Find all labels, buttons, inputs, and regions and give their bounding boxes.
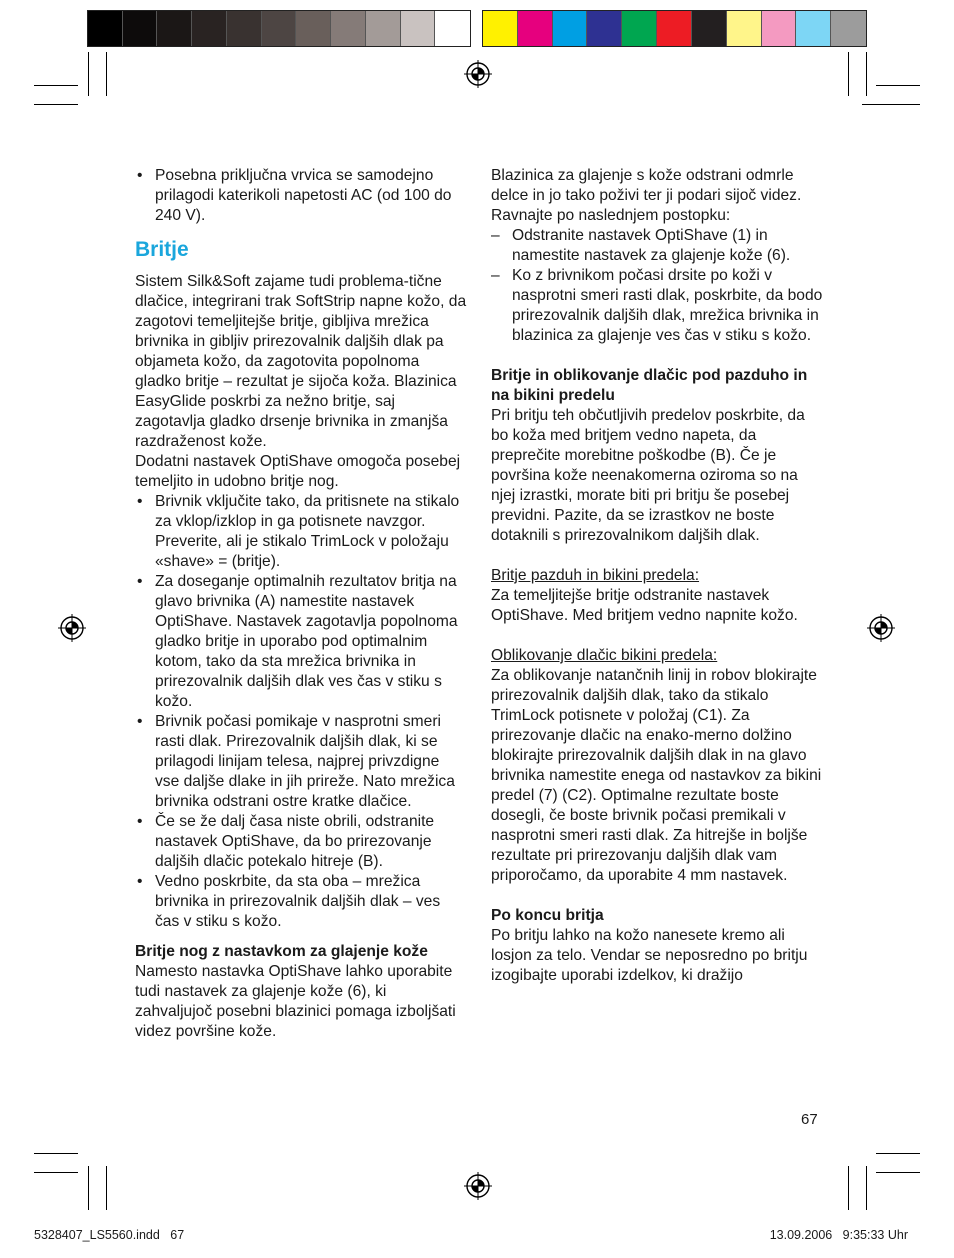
color-swatch [366, 11, 401, 46]
color-swatch [831, 11, 866, 46]
registration-crosshair-icon [867, 614, 895, 642]
registration-crosshair-icon [464, 1172, 492, 1200]
crop-mark [34, 85, 78, 86]
grayscale-color-bar [87, 10, 471, 47]
left-column [135, 166, 467, 1042]
crop-mark [88, 52, 89, 96]
color-swatch [796, 11, 831, 46]
footer-timestamp: 13.09.2006 9:35:33 Uhr [769, 1228, 908, 1242]
crop-mark [862, 104, 920, 105]
process-color-bar [482, 10, 867, 47]
crop-mark [848, 52, 849, 96]
color-swatch [192, 11, 227, 46]
crop-mark [876, 1172, 920, 1173]
color-swatch [518, 11, 553, 46]
crop-mark [866, 1166, 867, 1210]
body-paragraph: Dodatni nastavek OptiShave omogoča posebej temeljito in udobno britje nog. [135, 453, 461, 490]
spacer [491, 546, 823, 566]
crop-mark [88, 1166, 89, 1210]
color-swatch [657, 11, 692, 46]
list-item: • Za doseganje optimalnih rezultatov britja na glavo brivnika (A) namestite nastavek OptiShave. Nastavek zagotavlja popolnoma gladko britje in uporabo pod optimalnim kotom, tako da sta mrežica brivnika in prirezovalnik daljših dlak ves čas v stiku s kožo. [135, 572, 467, 712]
list-item: • Če se že dalj časa niste obrili, odstranite nastavek OptiShave, da bo prirezovanje daljših dlačic potekalo hitreje (B). [135, 812, 467, 872]
body-paragraph: Pri britju teh občutljivih predelov poskrbite, da bo koža med britjem vedno napeta, da preprečite morebitne poškodbe (B). Če je površina kože neenakomerna oziroma so na njej izrastki, morate biti pri britju še posebej previdni. Pazite, da se izrastkov ne boste dotaknili s prirezovalnikom daljših dlak. [491, 407, 805, 544]
underlined-subheading: Oblikovanje dlačic bikini predela: [491, 647, 718, 664]
color-swatch [727, 11, 762, 46]
crop-mark [34, 1172, 78, 1173]
registration-crosshair-icon [58, 614, 86, 642]
spacer [491, 886, 823, 906]
body-paragraph: Za temeljitejše britje odstranite nastavek OptiShave. Med britjem vedno napnite kožo. [491, 587, 798, 624]
color-swatch [157, 11, 192, 46]
spacer [491, 346, 823, 366]
color-swatch [331, 11, 366, 46]
color-swatch [762, 11, 797, 46]
list-item: • Posebna priključna vrvica se samodejno prilagodi katerikoli napetosti AC (od 100 do 240 V). [135, 166, 467, 226]
color-swatch [88, 11, 123, 46]
instruction-list [135, 492, 467, 932]
color-swatch [262, 11, 297, 46]
list-item: • Brivnik vključite tako, da pritisnete na stikalo za vklop/izklop in ga potisnete navzgor. Preverite, ali je stikalo TrimLock v položaju «shave» = (britje). [135, 492, 467, 572]
spacer [135, 932, 467, 942]
body-paragraph: Blazinica za glajenje s kože odstrani odmrle delce in jo tako poživi ter ji podari sijoč videz. [491, 167, 802, 204]
section-heading: Britje [135, 238, 189, 261]
intro-list [135, 166, 467, 226]
underlined-subheading: Britje pazduh in bikini predela: [491, 567, 700, 584]
crop-mark [106, 52, 107, 96]
body-paragraph: Po britju lahko na kožo nanesete kremo ali losjon za telo. Vendar se neposredno po britju izogibajte uporabi izdelkov, ki dražijo [491, 927, 808, 984]
list-item: – Odstranite nastavek OptiShave (1) in namestite nastavek za glajenje kože (6). [491, 226, 823, 266]
body-paragraph: Ravnajte po naslednjem postopku: [491, 207, 731, 224]
color-swatch [123, 11, 158, 46]
spacer [491, 626, 823, 646]
body-paragraph: Sistem Silk&Soft zajame tudi problema-tične dlačice, integrirani trak SoftStrip napne kožo, da zagotovi temeljitejše britje, gibljiva mrežica brivnika in gibljiv prirezovalnik daljših dlak pa objameta kožo, da zagotovita popolnoma gladko britje – rezultat je sijoča koža. Blazinica EasyGlide poskrbi za nežno britje, saj zagotavlja gladko drsenje brivnika in zmanjša razdraženost kože. [135, 273, 467, 450]
color-swatch [587, 11, 622, 46]
list-item: – Ko z brivnikom počasi drsite po koži v nasprotni smeri rasti dlak, poskrbite, da bodo prirezovalnik daljših dlak, mrežica brivnika in blazinica za glajenje ves čas v stiku s kožo. [491, 266, 823, 346]
crop-mark [106, 1166, 107, 1210]
color-swatch [296, 11, 331, 46]
color-swatch [483, 11, 518, 46]
color-swatch [435, 11, 470, 46]
subheading: Britje in oblikovanje dlačic pod pazduho in na bikini predelu [491, 367, 808, 404]
crop-mark [866, 52, 867, 96]
crop-mark [876, 85, 920, 86]
list-item: • Brivnik počasi pomikaje v nasprotni smeri rasti dlak. Prirezovalnik daljših dlak, ki se prilagodi linijam telesa, najprej privzdigne vse daljše dlake in jih prireže. Nato mrežica brivnika odstrani ostre kratke dlačice. [135, 712, 467, 812]
list-item: • Vedno poskrbite, da sta oba – mrežica brivnika in prirezovalnik daljših dlak – ves čas v stiku s kožo. [135, 872, 467, 932]
right-column [491, 166, 823, 986]
color-swatch [401, 11, 436, 46]
crop-mark [848, 1166, 849, 1210]
crop-mark [876, 1153, 920, 1154]
footer-file-info: 5328407_LS5560.indd 67 [34, 1228, 185, 1242]
color-swatch [553, 11, 588, 46]
registration-crosshair-icon [464, 60, 492, 88]
crop-mark [34, 104, 78, 105]
body-paragraph: Namesto nastavka OptiShave lahko uporabite tudi nastavek za glajenje kože (6), ki zahvaljujoč posebni blazinici pomaga izboljšati videz površine kože. [135, 963, 456, 1040]
page-number: 67 [801, 1111, 818, 1128]
steps-list [491, 226, 823, 346]
body-paragraph: Za oblikovanje natančnih linij in robov blokirajte prirezovalnik daljših dlak, tako da stikalo TrimLock potisnete v položaj (C1). Za prirezovanje dlačic na enako-merno dolžino blokirajte prirezovalnik daljših dlak in na glavo brivnika namestite enega od nastavkov za bikini predel (7) (C2). Optimalne rezultate boste dosegli, če boste brivnik počasi premikali v nasprotni smeri rasti dlak. Za hitrejše in boljše rezultate pri prirezovanju daljših dlak vam priporočamo, da uporabite 4 mm nastavek. [491, 667, 822, 884]
color-swatch [692, 11, 727, 46]
subheading: Po koncu britja [491, 907, 604, 924]
subheading: Britje nog z nastavkom za glajenje kože [135, 943, 428, 960]
color-swatch [227, 11, 262, 46]
crop-mark [34, 1153, 78, 1154]
color-swatch [622, 11, 657, 46]
